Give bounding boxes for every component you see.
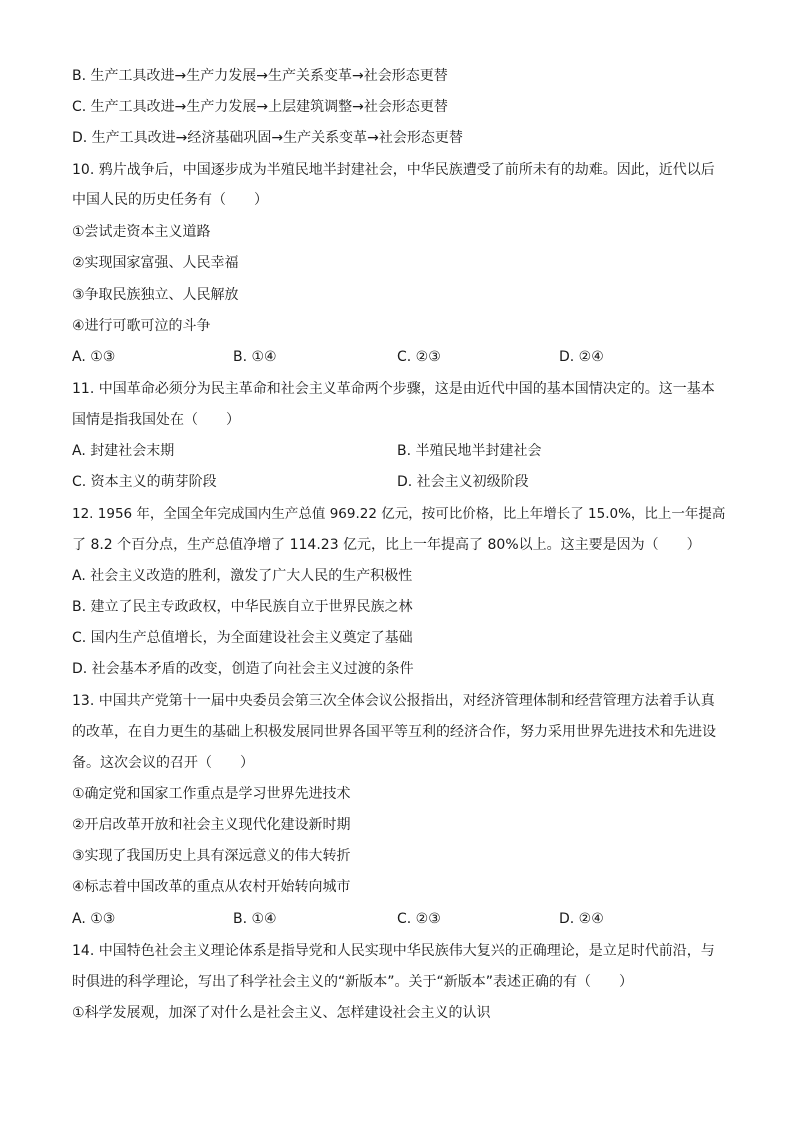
- q12-stem-line1: 12. 1956 年，全国全年完成国内生产总值 969.22 亿元，按可比价格，比上年增长了 15.0%，比上一年提高: [72, 506, 726, 522]
- q10-statement-2: ②实现国家富强、人民幸福: [72, 255, 239, 271]
- q10-option-a: A. ①③: [72, 349, 116, 365]
- q11-option-b: B. 半殖民地半封建社会: [397, 443, 542, 459]
- q11-option-c: C. 资本主义的萌芽阶段: [72, 474, 217, 490]
- q11-option-d: D. 社会主义初级阶段: [397, 474, 529, 490]
- q13-option-d: D. ②④: [559, 911, 604, 927]
- q13-stem-line3: 备。这次会议的召开（ ）: [72, 755, 254, 771]
- q11-option-a: A. 封建社会末期: [72, 443, 175, 459]
- q10-statement-3: ③争取民族独立、人民解放: [72, 287, 239, 303]
- q12-option-c: C. 国内生产总值增长，为全面建设社会主义奠定了基础: [72, 630, 413, 646]
- q11-stem-line1: 11. 中国革命必须分为民主革命和社会主义革命两个步骤，这是由近代中国的基本国情决定的。这一基本: [72, 381, 715, 397]
- q9-option-c: C. 生产工具改进→生产力发展→上层建筑调整→社会形态更替: [72, 99, 448, 115]
- q12-option-a: A. 社会主义改造的胜利，激发了广大人民的生产积极性: [72, 568, 413, 584]
- q11-stem-line2: 国情是指我国处在（ ）: [72, 412, 240, 428]
- q12-option-d: D. 社会基本矛盾的改变，创造了向社会主义过渡的条件: [72, 661, 414, 677]
- q13-statement-4: ④标志着中国改革的重点从农村开始转向城市: [72, 879, 351, 895]
- q10-option-b: B. ①④: [233, 349, 277, 365]
- q10-stem-line1: 10. 鸦片战争后，中国逐步成为半殖民地半封建社会，中华民族遭受了前所未有的劫难。因此，近代以后: [72, 162, 715, 178]
- q13-statement-2: ②开启改革开放和社会主义现代化建设新时期: [72, 817, 351, 833]
- q12-stem-line2: 了 8.2 个百分点，生产总值净增了 114.23 亿元，比上一年提高了 80%以上。这主要是因为（ ）: [72, 537, 701, 553]
- q13-option-c: C. ②③: [397, 911, 441, 927]
- q14-stem-line1: 14. 中国特色社会主义理论体系是指导党和人民实现中华民族伟大复兴的正确理论，是立足时代前沿，与: [72, 943, 715, 959]
- q10-option-c: C. ②③: [397, 349, 441, 365]
- q14-statement-1: ①科学发展观，加深了对什么是社会主义、怎样建设社会主义的认识: [72, 1005, 491, 1021]
- q10-option-d: D. ②④: [559, 349, 604, 365]
- q13-statement-1: ①确定党和国家工作重点是学习世界先进技术: [72, 786, 351, 802]
- q13-stem-line1: 13. 中国共产党第十一届中央委员会第三次全体会议公报指出，对经济管理体制和经营管理方法着手认真: [72, 693, 715, 709]
- q13-option-b: B. ①④: [233, 911, 277, 927]
- q12-option-b: B. 建立了民主专政政权，中华民族自立于世界民族之林: [72, 599, 413, 615]
- q10-statement-1: ①尝试走资本主义道路: [72, 224, 211, 240]
- q10-statement-4: ④进行可歌可泣的斗争: [72, 318, 211, 334]
- q14-stem-line2: 时俱进的科学理论，写出了科学社会主义的“新版本”。关于“新版本”表述正确的有（ ）: [72, 974, 634, 990]
- q9-option-d: D. 生产工具改进→经济基础巩固→生产关系变革→社会形态更替: [72, 130, 463, 146]
- q10-stem-line2: 中国人民的历史任务有（ ）: [72, 192, 268, 208]
- q13-stem-line2: 的改革，在自力更生的基础上积极发展同世界各国平等互利的经济合作，努力采用世界先进技术和先进设: [72, 724, 716, 740]
- q13-statement-3: ③实现了我国历史上具有深远意义的伟大转折: [72, 848, 351, 864]
- q9-option-b: B. 生产工具改进→生产力发展→生产关系变革→社会形态更替: [72, 68, 448, 84]
- q13-option-a: A. ①③: [72, 911, 116, 927]
